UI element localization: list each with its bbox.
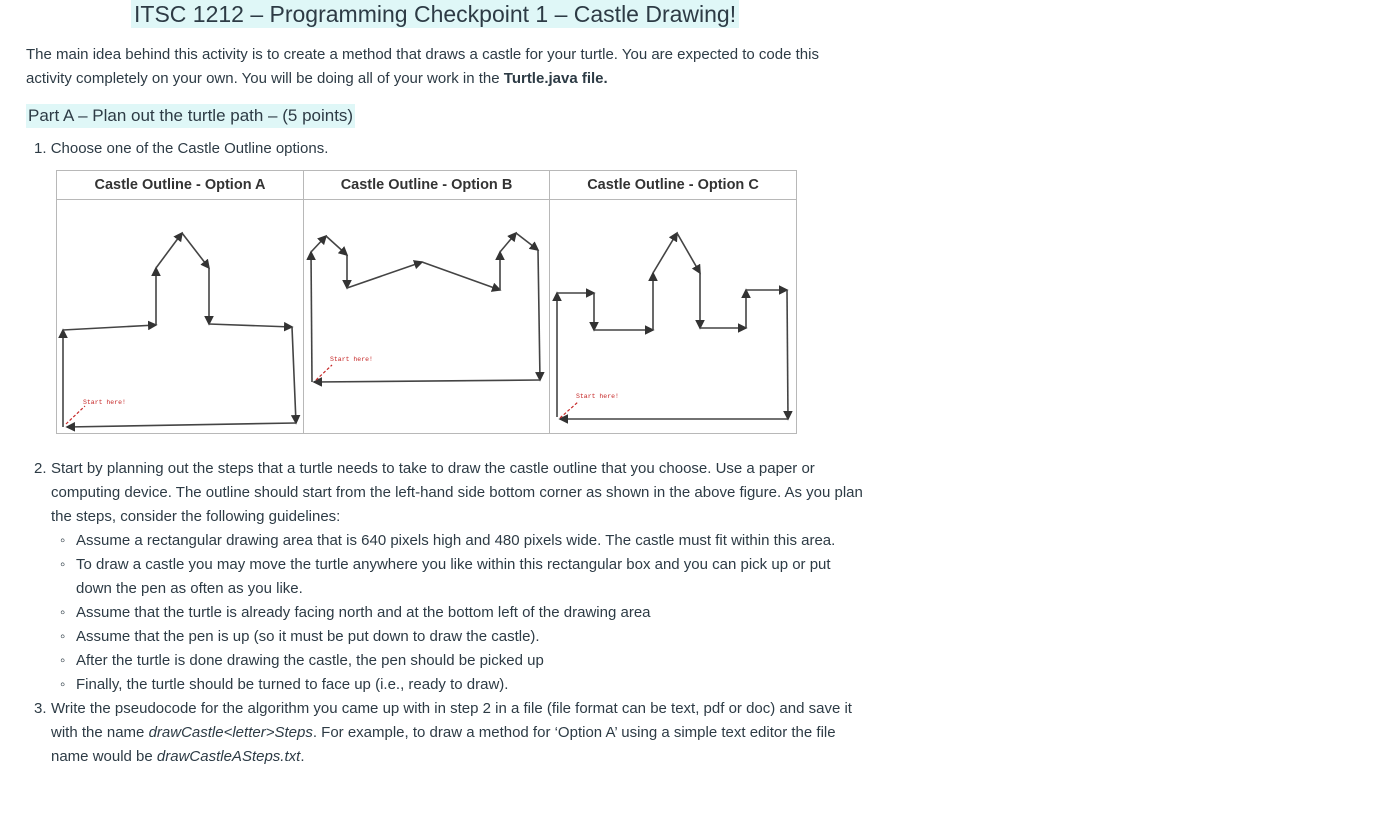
bullet-icon: ◦ — [60, 676, 66, 693]
step-3-file-pattern: drawCastle<letter>Steps — [148, 724, 313, 741]
guideline-text: Finally, the turtle should be turned to face up (i.e., ready to draw). — [76, 676, 509, 693]
guideline-item — [30, 649, 870, 673]
start-arrow — [66, 406, 85, 424]
step-2-number: 2. — [34, 460, 47, 477]
bullet-icon: ◦ — [60, 556, 66, 573]
steps-list — [30, 457, 870, 769]
start-arrow — [316, 365, 332, 380]
guideline-text: Assume a rectangular drawing area that is 640 pixels high and 480 pixels wide. The castle must fit within this area. — [76, 532, 836, 549]
guideline-item — [30, 625, 870, 649]
intro-text: The main idea behind this activity is to create a method that draws a castle for your turtle. You are expected to code this activity completely on your own. You will be doing all of your work in the — [26, 46, 819, 87]
step-1-text: Choose one of the Castle Outline options. — [50, 140, 329, 157]
bullet-icon: ◦ — [60, 532, 66, 549]
start-label: Start here! — [330, 356, 373, 363]
guideline-text: Assume that the pen is up (so it must be put down to draw the castle). — [76, 628, 540, 645]
step-3 — [30, 697, 870, 769]
step-3-number: 3. — [34, 700, 47, 717]
guideline-text: To draw a castle you may move the turtle anywhere you like within this rectangular box and you can pick up or put down the pen as often as you like. — [76, 556, 831, 597]
option-a-header: Castle Outline - Option A — [57, 171, 304, 200]
step-1-number: 1. — [34, 140, 47, 157]
step-2 — [30, 457, 870, 529]
part-a-heading: Part A – Plan out the turtle path – (5 points) — [26, 104, 355, 128]
step-2-text: Start by planning out the steps that a turtle needs to take to draw the castle outline that you choose. Use a paper or computing device. The outline should start from the left-hand side bottom corner as shown in the above figure. As you plan the steps, consider the following guidelines: — [51, 460, 863, 525]
start-label: Start here! — [576, 393, 619, 400]
option-a-cell — [57, 200, 304, 434]
page-title: ITSC 1212 – Programming Checkpoint 1 – Castle Drawing! — [131, 0, 739, 28]
option-b-castle-drawing — [304, 200, 549, 433]
bullet-icon: ◦ — [60, 604, 66, 621]
step-3-text-a: Write the pseudocode for the algorithm you came up with in step 2 in a file (file format can be text, pdf or doc) and save it with the name — [51, 700, 852, 741]
option-c-cell — [550, 200, 797, 434]
guideline-item — [30, 601, 870, 625]
bullet-icon: ◦ — [60, 628, 66, 645]
castle-options-table — [56, 170, 797, 434]
step-3-text-b: . For example, to draw a method for ‘Option A’ using a simple text editor the file name would be — [51, 724, 836, 765]
option-b-header: Castle Outline - Option B — [304, 171, 550, 200]
step-1 — [34, 137, 328, 161]
step-3-file-example: drawCastleASteps.txt — [156, 748, 301, 765]
guideline-item — [30, 529, 870, 553]
start-arrow — [560, 402, 578, 418]
option-c-castle-drawing — [550, 200, 796, 433]
intro-paragraph — [26, 43, 856, 91]
option-c-header: Castle Outline - Option C — [550, 171, 797, 200]
guideline-text: Assume that the turtle is already facing north and at the bottom left of the drawing area — [76, 604, 651, 621]
start-label: Start here! — [83, 399, 126, 406]
step-3-text-c: . — [300, 748, 305, 765]
bullet-icon: ◦ — [60, 652, 66, 669]
option-b-cell — [304, 200, 550, 434]
step-3-text — [51, 700, 852, 765]
intro-file-name: Turtle.java file. — [503, 70, 608, 87]
guideline-item — [30, 553, 870, 601]
guideline-item — [30, 673, 870, 697]
option-a-castle-drawing — [57, 200, 303, 433]
guideline-text: After the turtle is done drawing the castle, the pen should be picked up — [76, 652, 544, 669]
